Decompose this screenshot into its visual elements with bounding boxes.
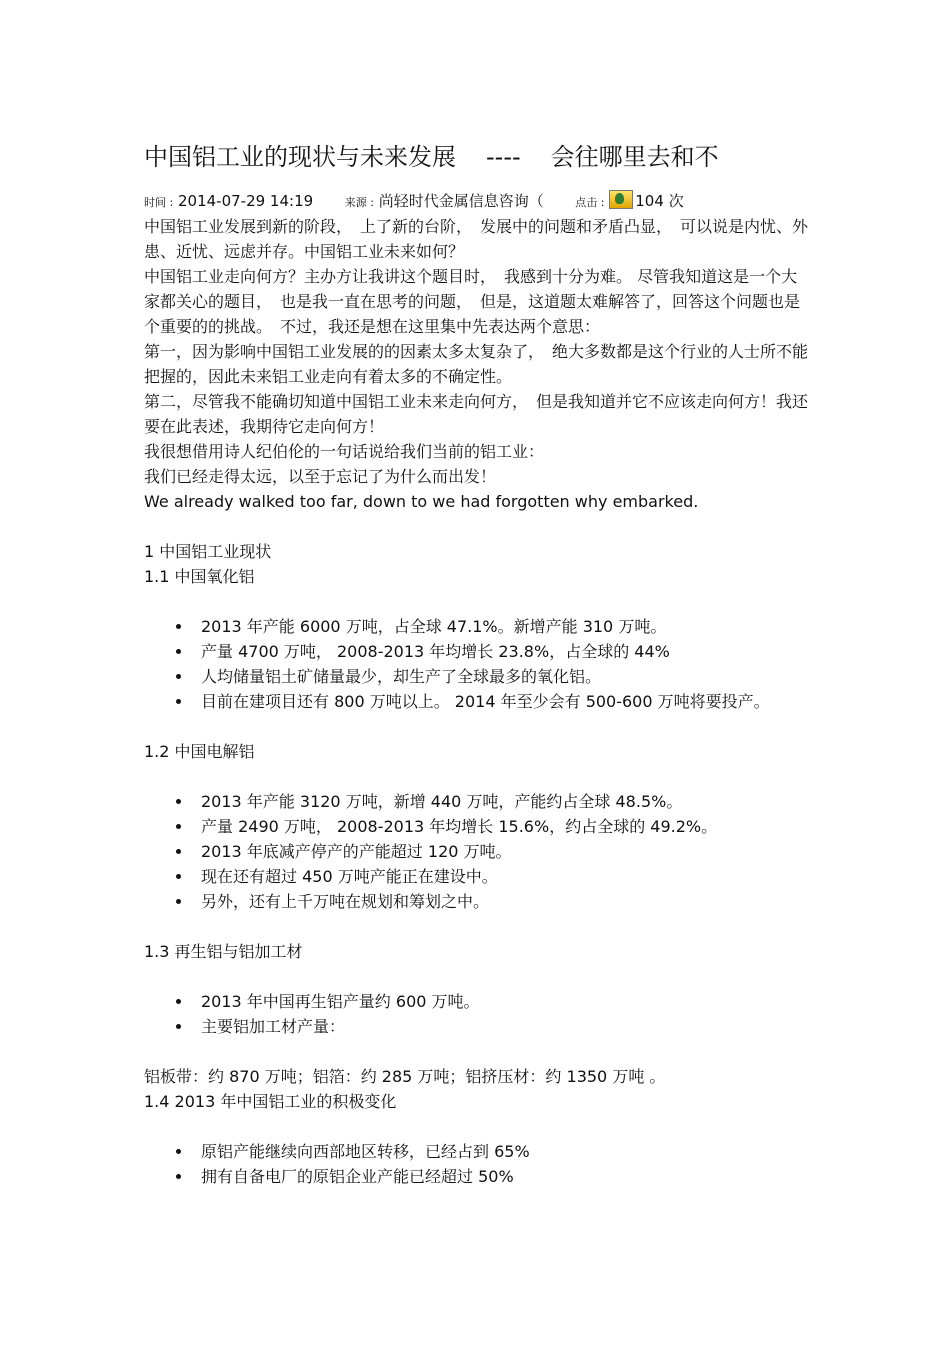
title-main: 中国铝工业的现状与未来发展	[144, 143, 456, 172]
bullet-list	[144, 989, 809, 1039]
subsection-heading: 1.2 中国电解铝	[144, 742, 255, 761]
title-separator: ----	[486, 143, 521, 172]
production-summary: 铝板带：约 870 万吨；铝箔：约 285 万吨；铝挤压材：约 1350 万吨 。	[144, 1067, 666, 1086]
subsection-heading: 1.3 再生铝与铝加工材	[144, 942, 303, 961]
list-item: 拥有自备电厂的原铝企业产能已经超过 50%	[144, 1164, 809, 1189]
list-item: 2013 年产能 3120 万吨，新增 440 万吨，产能约占全球 48.5%。	[144, 789, 809, 814]
section-heading: 1 中国铝工业现状	[144, 542, 272, 561]
list-item: 目前在建项目还有 800 万吨以上。 2014 年至少会有 500-600 万吨将要投产。	[144, 689, 809, 714]
intro-paragraph: 中国铝工业走向何方？主办方让我讲这个题目时， 我感到十分为难。 尽管我知道这是一个大家都关心的题目， 也是我一直在思考的问题， 但是，这道题太难解答了，回答这个问题也是个重要的的挑战。 不过，我还是想在这里集中先表达两个意思：	[144, 267, 801, 336]
article-meta	[144, 190, 824, 214]
list-item: 2013 年产能 6000 万吨，占全球 47.1%。新增产能 310 万吨。	[144, 614, 809, 639]
subsection-heading: 1.4 2013 年中国铝工业的积极变化	[144, 1092, 397, 1111]
source-value: 尚轻时代金属信息咨询（	[378, 192, 544, 210]
hit-counter-icon	[609, 190, 633, 209]
list-item: 人均储量铝土矿储量最少，却生产了全球最多的氧化铝。	[144, 664, 809, 689]
list-item: 主要铝加工材产量：	[144, 1014, 809, 1039]
bullet-list	[144, 789, 809, 914]
article-title	[144, 140, 824, 174]
list-item: 2013 年底减产停产的产能超过 120 万吨。	[144, 839, 809, 864]
source-label: 来源 :	[344, 196, 374, 209]
list-item: 现在还有超过 450 万吨产能正在建设中。	[144, 864, 809, 889]
list-item: 2013 年中国再生铝产量约 600 万吨。	[144, 989, 809, 1014]
intro-paragraph: 中国铝工业发展到新的阶段， 上了新的台阶， 发展中的问题和矛盾凸显， 可以说是内忧、外患、近忧、远虑并存。中国铝工业未来如何？	[144, 217, 809, 261]
intro-paragraph: 第一，因为影响中国铝工业发展的的因素太多太复杂了， 绝大多数都是这个行业的人士所不能把握的，因此未来铝工业走向有着太多的不确定性。	[144, 342, 809, 386]
list-item: 产量 4700 万吨， 2008-2013 年均增长 23.8%，占全球的 44%	[144, 639, 809, 664]
bullet-list	[144, 1139, 809, 1189]
list-item: 产量 2490 万吨， 2008-2013 年均增长 15.6%，约占全球的 49.2%。	[144, 814, 809, 839]
intro-paragraph: 我们已经走得太远，以至于忘记了为什么而出发！	[144, 467, 497, 486]
clicks-unit: 次	[668, 192, 684, 210]
english-quote: We already walked too far, down to we had forgotten why embarked.	[144, 492, 699, 511]
time-label: 时间 :	[144, 196, 174, 209]
article-body	[144, 214, 809, 1189]
title-tail: 会往哪里去和不	[550, 143, 719, 172]
intro-paragraph: 我很想借用诗人纪伯伦的一句话说给我们当前的铝工业：	[144, 442, 545, 461]
list-item: 另外，还有上千万吨在规划和筹划之中。	[144, 889, 809, 914]
bullet-list	[144, 614, 809, 714]
clicks-value: 104	[635, 192, 664, 210]
list-item: 原铝产能继续向西部地区转移，已经占到 65%	[144, 1139, 809, 1164]
subsection-heading: 1.1 中国氧化铝	[144, 567, 255, 586]
clicks-label: 点击 :	[575, 196, 605, 209]
time-value: 2014-07-29 14:19	[177, 192, 314, 210]
intro-paragraph: 第二，尽管我不能确切知道中国铝工业未来走向何方， 但是我知道并它不应该走向何方！我还要在此表述，我期待它走向何方！	[144, 392, 809, 436]
